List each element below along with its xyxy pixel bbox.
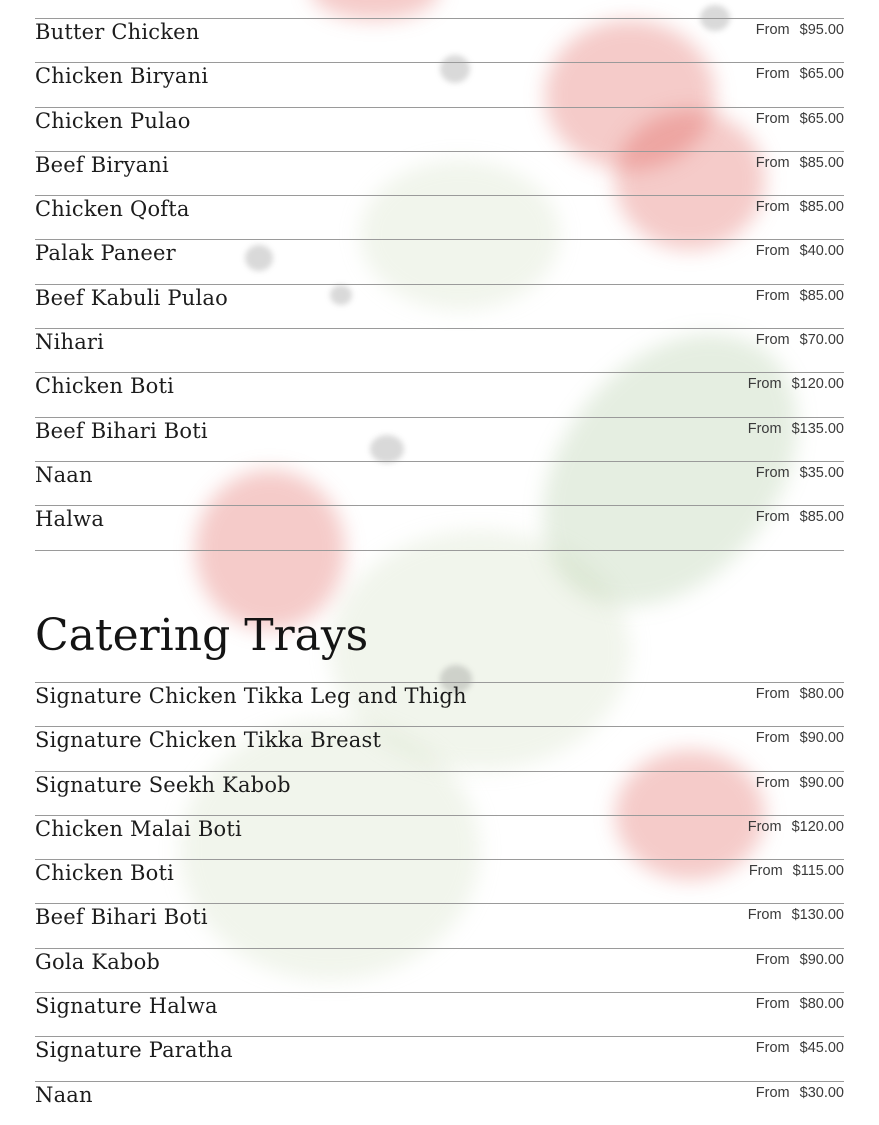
item-name: Naan bbox=[35, 1082, 93, 1107]
menu-item[interactable] bbox=[35, 62, 844, 106]
price-value: $65.00 bbox=[799, 110, 844, 127]
menu-item[interactable] bbox=[35, 417, 844, 461]
item-name: Chicken Qofta bbox=[35, 197, 190, 222]
price-prefix: From bbox=[755, 1040, 790, 1057]
menu-item[interactable] bbox=[35, 682, 844, 726]
price-prefix: From bbox=[747, 420, 782, 437]
item-name: Beef Biryani bbox=[35, 152, 169, 177]
item-name: Beef Kabuli Pulao bbox=[35, 285, 228, 310]
price-value: $30.00 bbox=[799, 1084, 844, 1101]
price-prefix: From bbox=[755, 243, 790, 260]
price-prefix: From bbox=[755, 464, 790, 481]
item-price bbox=[749, 863, 844, 879]
menu-list-mains bbox=[35, 18, 844, 551]
item-price bbox=[756, 332, 844, 348]
price-value: $85.00 bbox=[799, 509, 844, 526]
menu-item[interactable] bbox=[35, 505, 844, 549]
menu-item[interactable] bbox=[35, 151, 844, 195]
list-divider bbox=[35, 550, 844, 551]
price-value: $35.00 bbox=[799, 464, 844, 481]
menu-item[interactable] bbox=[35, 18, 844, 62]
menu-item[interactable] bbox=[35, 859, 844, 903]
price-prefix: From bbox=[747, 376, 782, 393]
price-prefix: From bbox=[755, 1084, 790, 1101]
item-price bbox=[748, 819, 844, 835]
item-price bbox=[756, 686, 844, 702]
price-value: $120.00 bbox=[791, 818, 844, 835]
item-price bbox=[748, 421, 844, 437]
price-prefix: From bbox=[755, 686, 790, 702]
menu-item[interactable] bbox=[35, 992, 844, 1036]
price-prefix: From bbox=[755, 22, 790, 38]
menu-item[interactable] bbox=[35, 903, 844, 947]
item-price bbox=[756, 1040, 844, 1056]
menu-item[interactable] bbox=[35, 1081, 844, 1125]
price-prefix: From bbox=[755, 730, 790, 747]
item-price bbox=[756, 66, 844, 82]
price-value: $95.00 bbox=[799, 22, 844, 38]
item-name: Signature Seekh Kabob bbox=[35, 772, 291, 797]
price-prefix: From bbox=[755, 66, 790, 83]
menu-item[interactable] bbox=[35, 948, 844, 992]
item-name: Signature Chicken Tikka Leg and Thigh bbox=[35, 684, 467, 708]
item-name: Butter Chicken bbox=[35, 20, 200, 44]
price-value: $80.00 bbox=[799, 686, 844, 702]
item-name: Signature Chicken Tikka Breast bbox=[35, 728, 382, 753]
item-price bbox=[756, 243, 844, 259]
price-prefix: From bbox=[755, 199, 790, 216]
item-price bbox=[756, 288, 844, 304]
menu-item[interactable] bbox=[35, 771, 844, 815]
price-value: $90.00 bbox=[799, 774, 844, 791]
price-value: $130.00 bbox=[791, 907, 844, 924]
item-name: Signature Paratha bbox=[35, 1038, 233, 1063]
price-value: $65.00 bbox=[799, 66, 844, 83]
price-value: $45.00 bbox=[799, 1040, 844, 1057]
item-name: Halwa bbox=[35, 507, 105, 532]
price-value: $90.00 bbox=[799, 730, 844, 747]
price-value: $70.00 bbox=[799, 332, 844, 349]
item-price bbox=[756, 465, 844, 481]
item-price bbox=[756, 775, 844, 791]
price-prefix: From bbox=[755, 951, 790, 968]
menu-item[interactable] bbox=[35, 107, 844, 151]
item-price bbox=[756, 996, 844, 1012]
item-name: Palak Paneer bbox=[35, 241, 176, 266]
item-name: Beef Bihari Boti bbox=[35, 905, 208, 930]
item-price bbox=[756, 199, 844, 215]
price-prefix: From bbox=[748, 863, 783, 880]
price-value: $85.00 bbox=[799, 287, 844, 304]
item-name: Nihari bbox=[35, 330, 105, 355]
price-value: $85.00 bbox=[799, 199, 844, 216]
price-value: $40.00 bbox=[799, 243, 844, 260]
section-title-catering-trays: Catering Trays bbox=[35, 610, 369, 661]
item-price bbox=[756, 730, 844, 746]
item-price bbox=[748, 907, 844, 923]
item-price bbox=[756, 111, 844, 127]
price-prefix: From bbox=[755, 509, 790, 526]
item-name: Beef Bihari Boti bbox=[35, 418, 208, 443]
menu-list-catering-trays bbox=[35, 682, 844, 1125]
item-price bbox=[756, 22, 844, 38]
item-name: Signature Halwa bbox=[35, 994, 218, 1019]
item-name: Naan bbox=[35, 462, 93, 487]
price-prefix: From bbox=[755, 154, 790, 171]
item-name: Chicken Pulao bbox=[35, 108, 191, 133]
item-name: Gola Kabob bbox=[35, 949, 161, 974]
menu-item[interactable] bbox=[35, 372, 844, 416]
price-prefix: From bbox=[755, 996, 790, 1013]
item-name: Chicken Biryani bbox=[35, 64, 209, 89]
price-prefix: From bbox=[755, 774, 790, 791]
menu-item[interactable] bbox=[35, 726, 844, 770]
price-value: $80.00 bbox=[799, 996, 844, 1013]
price-value: $85.00 bbox=[799, 154, 844, 171]
item-price bbox=[756, 155, 844, 171]
menu-item[interactable] bbox=[35, 239, 844, 283]
item-price bbox=[748, 376, 844, 392]
menu-item[interactable] bbox=[35, 284, 844, 328]
price-prefix: From bbox=[747, 818, 782, 835]
item-name: Chicken Boti bbox=[35, 861, 175, 886]
item-price bbox=[756, 1085, 844, 1101]
item-price bbox=[756, 509, 844, 525]
menu-item[interactable] bbox=[35, 328, 844, 372]
price-prefix: From bbox=[755, 110, 790, 127]
price-value: $120.00 bbox=[791, 376, 844, 393]
price-prefix: From bbox=[755, 287, 790, 304]
item-name: Chicken Boti bbox=[35, 374, 175, 399]
price-prefix: From bbox=[747, 907, 782, 924]
menu-item[interactable] bbox=[35, 461, 844, 505]
price-value: $135.00 bbox=[791, 420, 844, 437]
price-prefix: From bbox=[755, 332, 790, 349]
menu-item[interactable] bbox=[35, 1036, 844, 1080]
menu-item[interactable] bbox=[35, 815, 844, 859]
menu-item[interactable] bbox=[35, 195, 844, 239]
price-value: $115.00 bbox=[792, 863, 844, 880]
item-price bbox=[756, 952, 844, 968]
item-name: Chicken Malai Boti bbox=[35, 816, 242, 841]
price-value: $90.00 bbox=[799, 951, 844, 968]
